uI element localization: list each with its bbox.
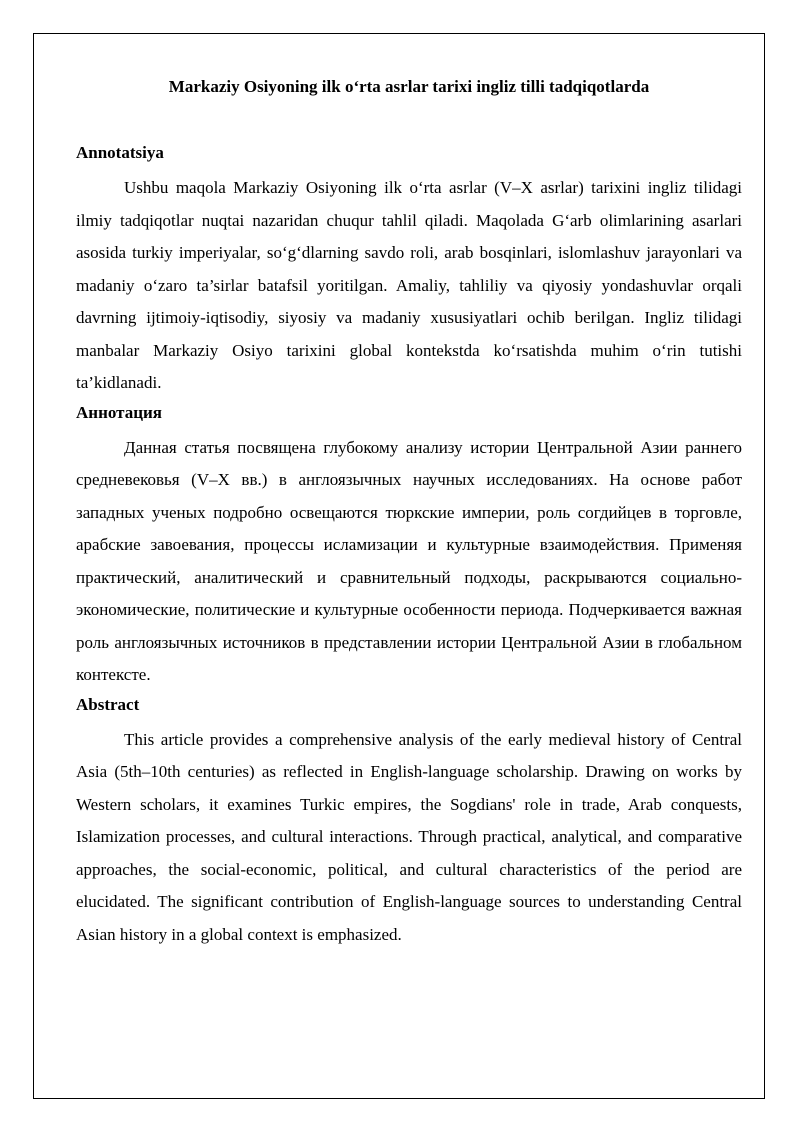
section-paragraph-annotatsiya: Ushbu maqola Markaziy Osiyoning ilk o‘rta asrlar (V–X asrlar) tarixini ingliz tilidagi ilmiy tadqiqotlar nuqtai nazaridan chuqur tahlil qiladi. Maqolada G‘arb olimlarining asarlari asosida turkiy imperiyalar, so‘g‘dlarning savdo roli, arab bosqinlari, islomlashuv jarayonlari va madaniy o‘zaro ta’sirlar batafsil yoritilgan. Amaliy, tahliliy va qiyosiy yondashuvlar orqali davrning ijtimoiy-iqtisodiy, siyosiy va madaniy xususiyatlari ochib berilgan. Ingliz tilidagi manbalar Markaziy Osiyo tarixini global kontekstda ko‘rsatishda muhim o‘rin tutishi ta’kidlanadi. — [76, 178, 742, 392]
section-heading-abstract: Abstract — [76, 694, 140, 714]
section-abstract — [76, 692, 742, 952]
section-paragraph-annotatsiya-ru: Данная статья посвящена глубокому анализу истории Центральной Азии раннего средневековья (V–X вв.) в англоязычных научных исследованиях. На основе работ западных ученых подробно освещаются тюркские империи, роль согдийцев в торговле, арабские завоевания, процессы исламизации и культурные взаимодействия. Применяя практический, аналитический и сравнительный подходы, раскрываются социально-экономические, политические и культурные особенности периода. Подчеркивается важная роль англоязычных источников в представлении истории Центральной Азии в глобальном контексте. — [76, 437, 742, 684]
document-title: Markaziy Osiyoning ilk o‘rta asrlar tarixi ingliz tilli tadqiqotlarda — [168, 77, 650, 96]
section-paragraph-abstract: This article provides a comprehensive analysis of the early medieval history of Central Asia (5th–10th centuries) as reflected in English-language scholarship. Drawing on works by Western scholars, it examines Turkic empires, the Sogdians' role in trade, Arab conquests, Islamization processes, and cultural interactions. Through practical, analytical, and comparative approaches, the social-economic, political, and cultural characteristics of the period are elucidated. The significant contribution of English-language sources to understanding Central Asian history in a global context is emphasized. — [76, 729, 742, 944]
section-annotatsiya — [76, 140, 742, 400]
section-heading-annotatsiya: Annotatsiya — [76, 143, 164, 162]
document-body — [76, 74, 742, 951]
section-heading-annotatsiya-ru: Аннотация — [76, 402, 162, 422]
section-annotatsiya-ru — [76, 400, 742, 692]
